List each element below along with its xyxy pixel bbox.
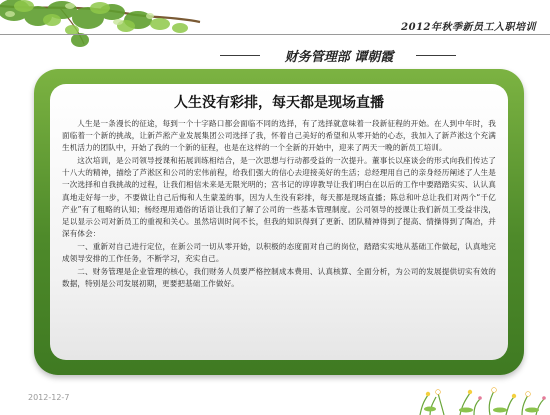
department-line xyxy=(0,44,550,66)
department-presenter-text: 财务管理部 谭朝霞 xyxy=(284,50,394,65)
footer-date: 2012-12-7 xyxy=(28,393,70,402)
header-title: 2012年秋季新员工入职培训 xyxy=(401,22,536,33)
paragraph-training: 这次培训，是公司领导授课和拓展训练相结合，是一次思想与行动都受益的一次提升。董事长以座谈会的形式向我们传达了十八大的精神，描绘了芦淞区和公司的宏伟前程，给我们强大的信心去迎接美好的生活；总经理用自己的亲身经历阐述了人生是一次选择和自我挑战的过程，让我们相信未来是无限光明的；宫书记的谆谆教导让我们明白在以后的工作中要踏踏实实、认认真真地走好每一步，不要做让自己后悔和人生蒙羞的事，因为人生没有彩排，每天都是现场直播；陈总和叶总让我们对两个“千亿产业”有了粗略的认知；杨经理用通俗的话语让我们了解了公司的一些基本管理制度。公司领导的授课让我们新员工受益非浅，足以显示公司对新员工的重视和关心。虽然培训时间不长，但我的知识得到了更新、团队精神得到了提高、情操得到了陶冶，并深有体会： xyxy=(62,156,496,238)
header-divider xyxy=(0,34,550,35)
paragraph-point-one: 一、重新对自己进行定位，在新公司一切从零开始，以积极的态度面对自己的岗位，踏踏实实地从基础工作做起，认真地完成领导安排的工作任务，不断学习，充实自己。 xyxy=(62,241,496,264)
paragraph-intro: 人生是一条漫长的征途，每到一个十字路口都会面临不同的选择，有了选择就意味着一段新征程的开始。在人到中年时，我面临着一个新的挑战，让新芦淞产业发展集团公司选择了我，怀着自己美好的希望和从零开始的心态，我加入了新芦淞这个充满生机活力的团队中，开始了我的一个新的征程，也是在这样的一个全新的开始中，迎来了两天一晚的新员工培训。 xyxy=(62,119,496,153)
department-line-right-rule xyxy=(416,55,456,56)
content-title: 人生没有彩排，每天都是现场直播 xyxy=(174,95,384,111)
paragraph-point-two: 二、财务管理是企业管理的核心，我们财务人员要严格控制成本费用、认真核算、全面分析，为公司的发展提供切实有效的数据，特别是公司发展初期，更要把基础工作做好。 xyxy=(62,267,496,289)
grass-flowers-icon xyxy=(410,379,550,415)
content-card xyxy=(50,84,508,360)
department-line-left-rule xyxy=(220,55,260,56)
